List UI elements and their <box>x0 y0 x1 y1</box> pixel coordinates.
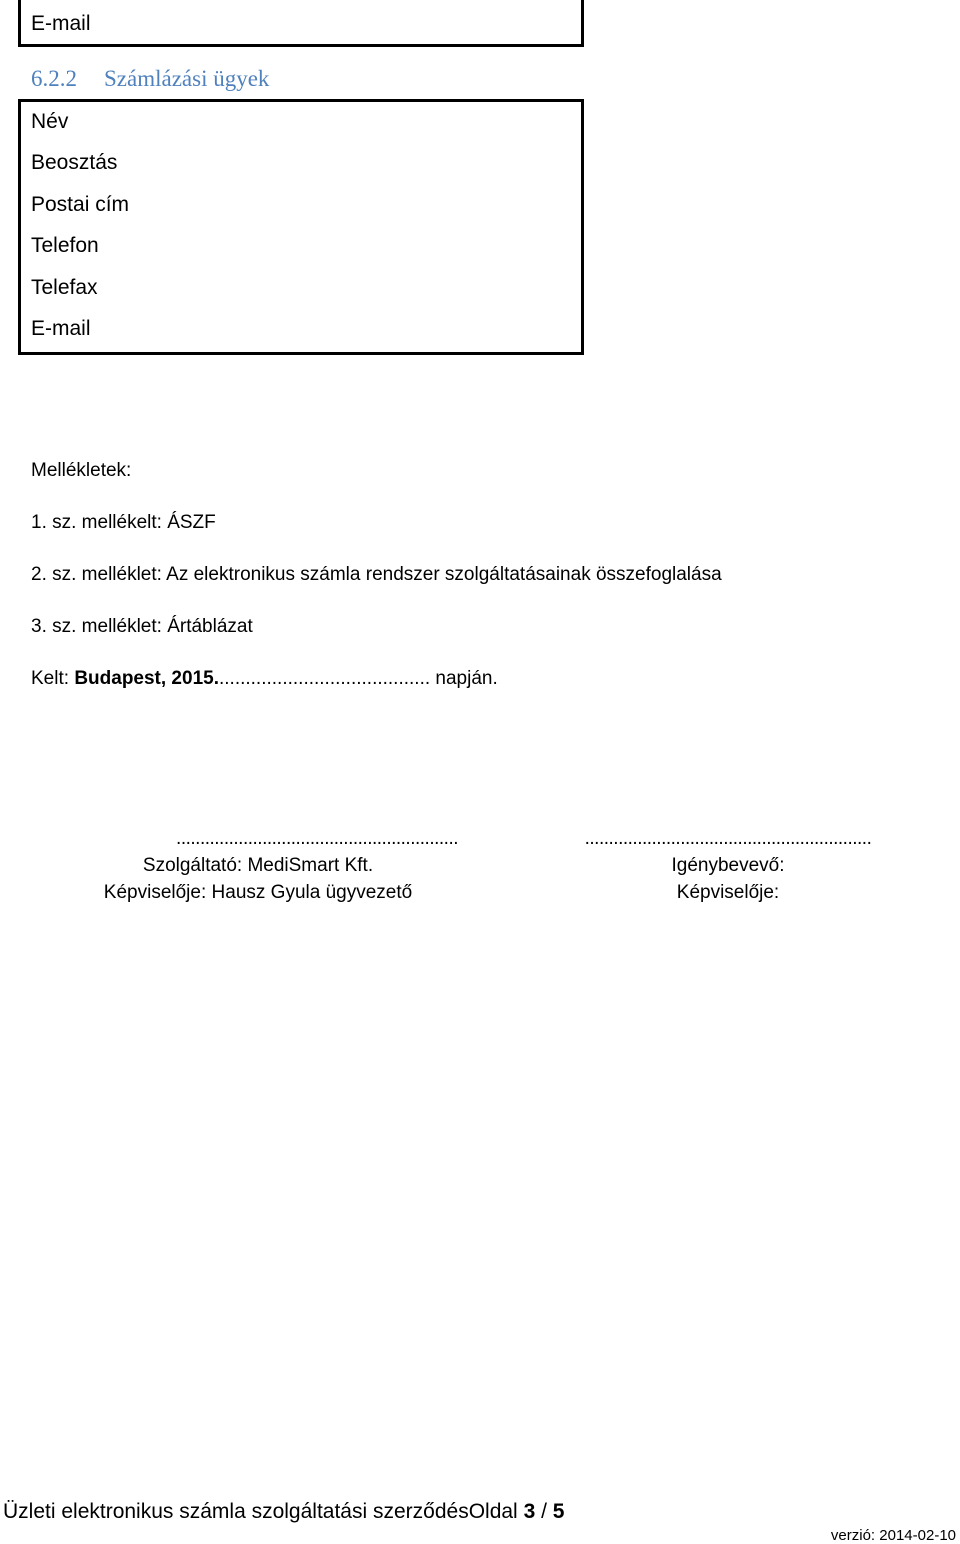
signature-customer-line1: Igénybevevő: <box>671 855 785 876</box>
attachment-item-2: 2. sz. melléklet: Az elektronikus számla rendszer szolgáltatásainak összefoglalása <box>31 564 722 585</box>
kelt-line <box>31 668 498 690</box>
field-telefon: Telefon <box>31 234 99 257</box>
field-email: E-mail <box>31 317 91 340</box>
attachment-item-3: 3. sz. melléklet: Ártáblázat <box>31 616 253 637</box>
footer-page-total: 5 <box>552 1500 565 1523</box>
signature-provider-line1: Szolgáltató: MediSmart Kft. <box>142 855 374 876</box>
previous-contact-box <box>18 0 584 47</box>
attachment-item-1: 1. sz. mellékelt: ÁSZF <box>31 512 216 533</box>
kelt-label: Kelt: <box>31 668 75 689</box>
section-title: Számlázási ügyek <box>104 66 270 91</box>
field-postai-cim: Postai cím <box>31 193 130 216</box>
footer-page-sep: / <box>535 1500 553 1523</box>
signature-provider <box>58 825 458 906</box>
signature-customer-line2: Képviselője: <box>676 882 780 903</box>
signature-provider-line2: Képviselője: Hausz Gyula ügyvezető <box>103 882 413 903</box>
billing-contact-box <box>18 99 584 355</box>
attachments-heading: Mellékletek: <box>31 460 132 481</box>
field-nev: Név <box>31 110 69 133</box>
signature-provider-dots: ........................................................... <box>176 828 458 849</box>
footer-page-prefix: Oldal <box>468 1500 524 1523</box>
footer-doc-title: Üzleti elektronikus számla szolgáltatási szerződés <box>3 1500 469 1523</box>
section-number: 6.2.2 <box>31 66 77 91</box>
footer-page-current: 3 <box>523 1500 536 1523</box>
field-telefax: Telefax <box>31 276 98 299</box>
kelt-suffix: napján. <box>430 668 498 689</box>
section-heading <box>31 66 269 92</box>
page-footer <box>3 1500 564 1524</box>
signature-customer-dots: ............................................................ <box>584 828 872 849</box>
kelt-place-date: Budapest, 2015. <box>74 668 219 689</box>
signature-customer <box>528 825 928 906</box>
field-beosztas: Beosztás <box>31 151 118 174</box>
footer-version: verzió: 2014-02-10 <box>830 1527 956 1544</box>
kelt-dots: ........................................ <box>218 668 431 689</box>
email-label-top: E-mail <box>31 12 91 35</box>
